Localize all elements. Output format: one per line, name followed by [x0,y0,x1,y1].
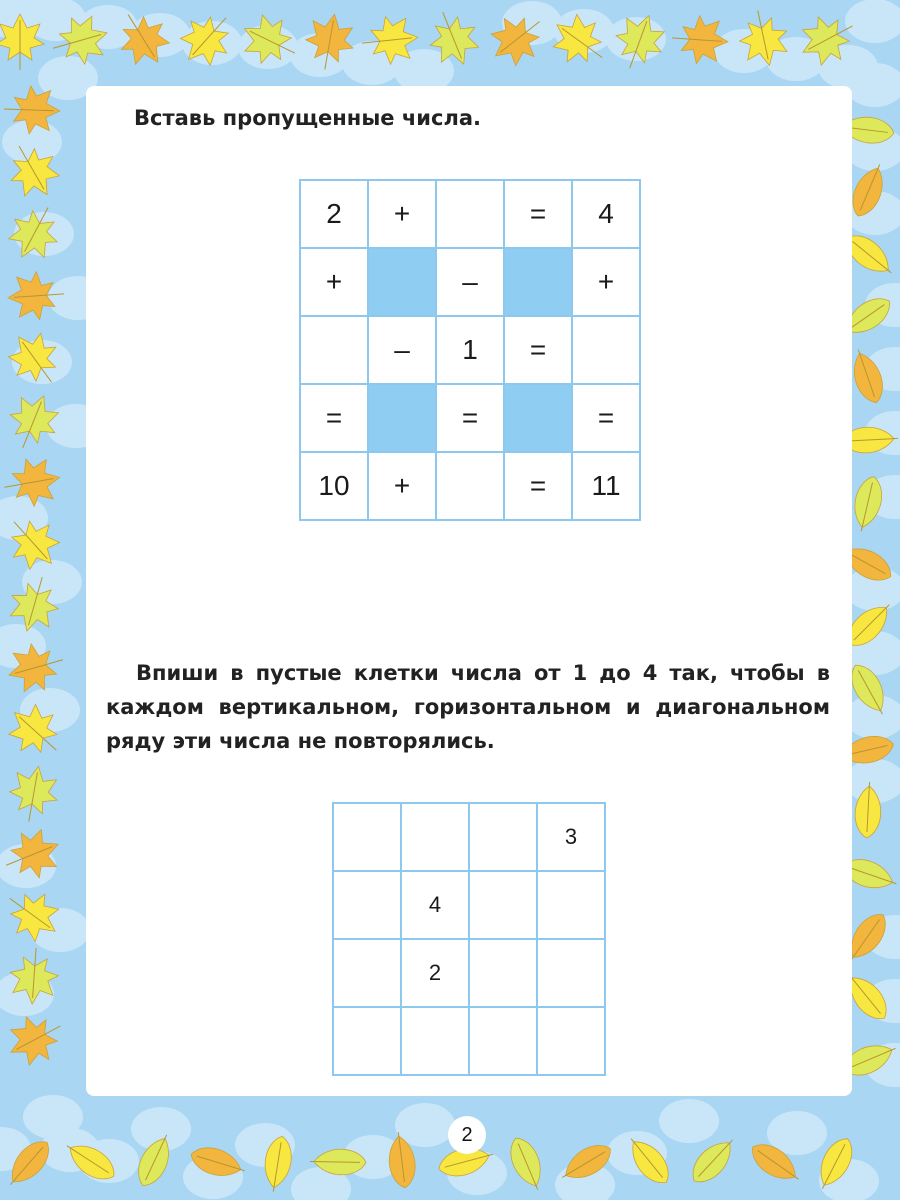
operator-cell: = [504,180,572,248]
operator-cell: + [368,452,436,520]
latin-square-grid [332,802,606,1076]
operator-cell: = [436,384,504,452]
empty-answer-cell[interactable] [537,939,605,1007]
given-number-cell: 3 [537,803,605,871]
maple-leaf-icon [5,762,62,825]
empty-answer-cell[interactable] [333,939,401,1007]
given-number-cell: 4 [401,871,469,939]
shaded-cell [368,248,436,316]
empty-answer-cell[interactable] [436,452,504,520]
empty-answer-cell[interactable] [469,871,537,939]
empty-answer-cell[interactable] [401,803,469,871]
empty-answer-cell[interactable] [436,180,504,248]
operator-cell: + [300,248,368,316]
operator-cell: = [504,452,572,520]
empty-answer-cell[interactable] [537,871,605,939]
given-number-cell: 2 [401,939,469,1007]
empty-answer-cell[interactable] [333,803,401,871]
empty-answer-cell[interactable] [300,316,368,384]
number-cell: 10 [300,452,368,520]
operator-cell: + [572,248,640,316]
empty-answer-cell[interactable] [469,939,537,1007]
empty-answer-cell[interactable] [469,1007,537,1075]
number-cell: 2 [300,180,368,248]
shaded-cell [504,384,572,452]
empty-answer-cell[interactable] [469,803,537,871]
number-cell: 4 [572,180,640,248]
empty-answer-cell[interactable] [401,1007,469,1075]
maple-leaf-icon [0,1005,72,1074]
operator-cell: = [504,316,572,384]
shaded-cell [504,248,572,316]
oval-leaf-icon [504,1133,549,1195]
empty-answer-cell[interactable] [537,1007,605,1075]
operator-cell: – [436,248,504,316]
empty-answer-cell[interactable] [572,316,640,384]
empty-answer-cell[interactable] [333,1007,401,1075]
page-number: 2 [448,1116,486,1154]
operator-cell: + [368,180,436,248]
background-blotch [845,0,900,43]
task2-instruction: Впиши в пустые клетки числа от 1 до 4 так, чтобы в каждом вертикальном, горизонтальном и диагональном ряду эти числа не повторялись. [106,661,830,753]
operator-cell: – [368,316,436,384]
shaded-cell [368,384,436,452]
number-puzzle-grid [299,179,641,521]
operator-cell: = [572,384,640,452]
number-cell: 11 [572,452,640,520]
background-blotch [659,1099,719,1143]
empty-answer-cell[interactable] [333,871,401,939]
operator-cell: = [300,384,368,452]
task1-title: Вставь пропущенные числа. [134,106,481,130]
number-cell: 1 [436,316,504,384]
